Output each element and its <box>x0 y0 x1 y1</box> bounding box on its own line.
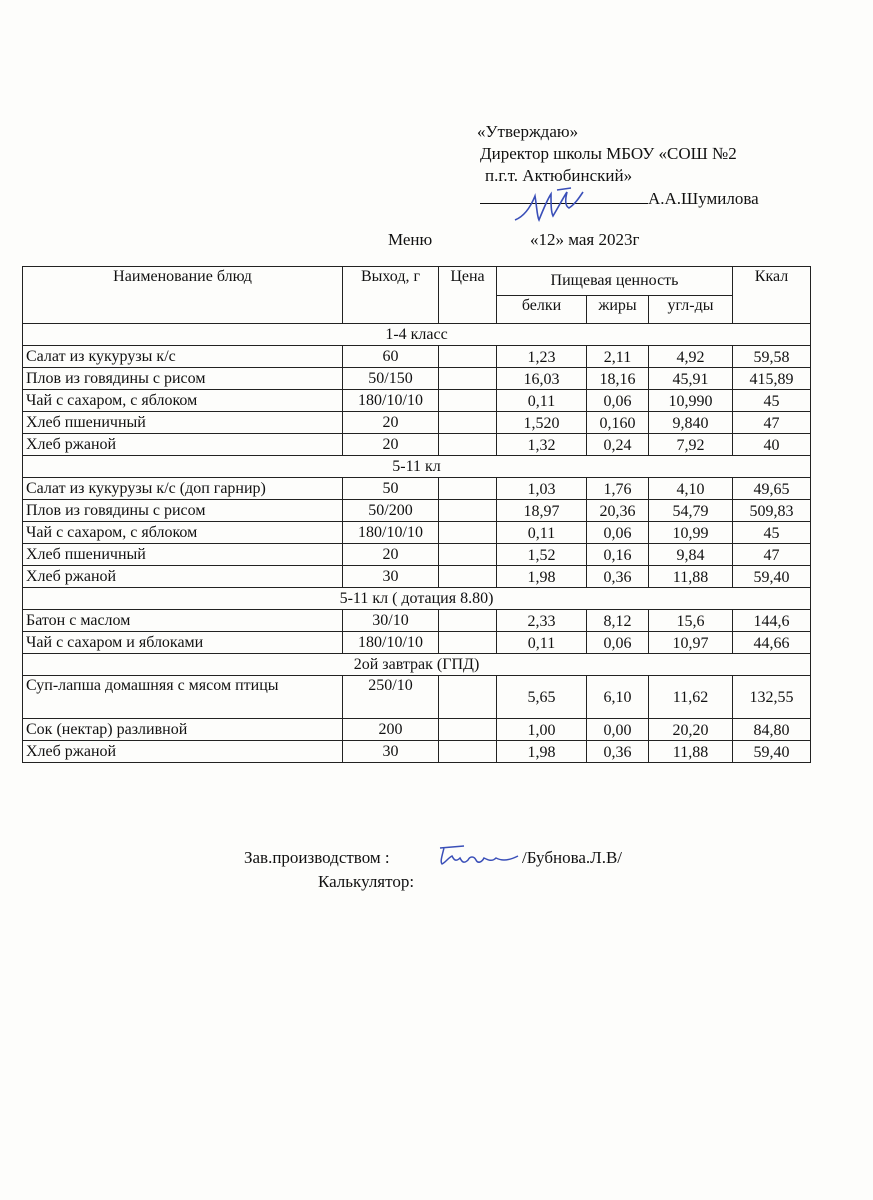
cell-output: 30 <box>343 566 439 588</box>
cell-fat: 1,76 <box>587 478 649 500</box>
cell-kcal: 59,40 <box>733 741 811 763</box>
header-carbs: угл-ды <box>649 295 733 324</box>
cell-carbs: 4,92 <box>649 346 733 368</box>
cell-output: 180/10/10 <box>343 522 439 544</box>
calculator-label: Калькулятор: <box>318 872 415 891</box>
cell-price <box>439 346 497 368</box>
table-row <box>23 522 811 544</box>
cell-protein: 0,11 <box>497 522 587 544</box>
cell-output: 200 <box>343 719 439 741</box>
table-row <box>23 544 811 566</box>
approval-location: п.г.т. Актюбинский» <box>485 166 633 185</box>
cell-protein: 0,11 <box>497 390 587 412</box>
section-row <box>23 654 811 676</box>
cell-output: 20 <box>343 434 439 456</box>
cell-kcal: 45 <box>733 390 811 412</box>
header-name: Наименование блюд <box>23 267 343 324</box>
table-row <box>23 741 811 763</box>
cell-protein: 16,03 <box>497 368 587 390</box>
cell-price <box>439 676 497 719</box>
cell-fat: 2,11 <box>587 346 649 368</box>
director-signature-icon <box>513 186 593 226</box>
cell-name: Чай с сахаром, с яблоком <box>23 390 343 412</box>
cell-fat: 0,06 <box>587 632 649 654</box>
menu-table-body <box>23 324 811 763</box>
section-row <box>23 324 811 346</box>
cell-carbs: 45,91 <box>649 368 733 390</box>
cell-name: Салат из кукурузы к/с (доп гарнир) <box>23 478 343 500</box>
cell-carbs: 10,99 <box>649 522 733 544</box>
cell-carbs: 54,79 <box>649 500 733 522</box>
approval-position: Директор школы МБОУ «СОШ №2 <box>480 144 737 163</box>
cell-fat: 0,06 <box>587 390 649 412</box>
cell-kcal: 49,65 <box>733 478 811 500</box>
header-price: Цена <box>439 267 497 324</box>
cell-protein: 1,98 <box>497 566 587 588</box>
cell-fat: 8,12 <box>587 610 649 632</box>
table-row <box>23 719 811 741</box>
cell-output: 30 <box>343 741 439 763</box>
cell-price <box>439 500 497 522</box>
cell-protein: 1,00 <box>497 719 587 741</box>
cell-name: Плов из говядины с рисом <box>23 368 343 390</box>
cell-protein: 18,97 <box>497 500 587 522</box>
cell-name: Хлеб пшеничный <box>23 544 343 566</box>
table-row <box>23 478 811 500</box>
cell-output: 20 <box>343 544 439 566</box>
cell-fat: 20,36 <box>587 500 649 522</box>
section-title: 5-11 кл ( дотация 8.80) <box>23 588 811 610</box>
cell-carbs: 4,10 <box>649 478 733 500</box>
cell-kcal: 84,80 <box>733 719 811 741</box>
cell-protein: 1,23 <box>497 346 587 368</box>
cell-fat: 18,16 <box>587 368 649 390</box>
header-protein: белки <box>497 295 587 324</box>
section-title: 1-4 класс <box>23 324 811 346</box>
cell-output: 50/200 <box>343 500 439 522</box>
cell-name: Хлеб ржаной <box>23 741 343 763</box>
cell-carbs: 9,840 <box>649 412 733 434</box>
cell-protein: 1,32 <box>497 434 587 456</box>
cell-price <box>439 632 497 654</box>
cell-price <box>439 544 497 566</box>
cell-name: Суп-лапша домашняя с мясом птицы <box>23 676 343 719</box>
table-row <box>23 412 811 434</box>
table-row <box>23 632 811 654</box>
cell-fat: 0,16 <box>587 544 649 566</box>
cell-name: Хлеб пшеничный <box>23 412 343 434</box>
cell-output: 20 <box>343 412 439 434</box>
cell-price <box>439 566 497 588</box>
section-row <box>23 456 811 478</box>
section-title: 5-11 кл <box>23 456 811 478</box>
cell-name: Салат из кукурузы к/с <box>23 346 343 368</box>
cell-fat: 0,00 <box>587 719 649 741</box>
cell-carbs: 9,84 <box>649 544 733 566</box>
cell-output: 50/150 <box>343 368 439 390</box>
table-row <box>23 346 811 368</box>
cell-price <box>439 412 497 434</box>
cell-kcal: 509,83 <box>733 500 811 522</box>
cell-price <box>439 390 497 412</box>
cell-price <box>439 610 497 632</box>
cell-fat: 0,24 <box>587 434 649 456</box>
header-fat: жиры <box>587 295 649 324</box>
table-row <box>23 610 811 632</box>
table-row <box>23 390 811 412</box>
cell-kcal: 144,6 <box>733 610 811 632</box>
approval-director: А.А.Шумилова <box>648 189 759 208</box>
cell-carbs: 10,990 <box>649 390 733 412</box>
cell-carbs: 7,92 <box>649 434 733 456</box>
cell-carbs: 11,88 <box>649 741 733 763</box>
cell-fat: 6,10 <box>587 676 649 719</box>
cell-carbs: 11,88 <box>649 566 733 588</box>
cell-kcal: 40 <box>733 434 811 456</box>
cell-protein: 1,03 <box>497 478 587 500</box>
cell-carbs: 15,6 <box>649 610 733 632</box>
cell-fat: 0,36 <box>587 741 649 763</box>
cell-kcal: 59,40 <box>733 566 811 588</box>
menu-table <box>22 266 811 763</box>
cell-output: 250/10 <box>343 676 439 719</box>
cell-kcal: 45 <box>733 522 811 544</box>
table-row <box>23 368 811 390</box>
cell-protein: 1,52 <box>497 544 587 566</box>
cell-price <box>439 719 497 741</box>
cell-price <box>439 434 497 456</box>
section-title: 2ой завтрак (ГПД) <box>23 654 811 676</box>
cell-output: 180/10/10 <box>343 632 439 654</box>
header-kcal: Ккал <box>733 267 811 324</box>
cell-carbs: 20,20 <box>649 719 733 741</box>
cell-protein: 1,98 <box>497 741 587 763</box>
cell-fat: 0,36 <box>587 566 649 588</box>
menu-date: «12» мая 2023г <box>530 230 640 249</box>
cell-protein: 2,33 <box>497 610 587 632</box>
cell-kcal: 47 <box>733 544 811 566</box>
cell-name: Чай с сахаром, с яблоком <box>23 522 343 544</box>
cell-name: Хлеб ржаной <box>23 566 343 588</box>
cell-carbs: 11,62 <box>649 676 733 719</box>
table-row <box>23 500 811 522</box>
cell-kcal: 59,58 <box>733 346 811 368</box>
cell-name: Хлеб ржаной <box>23 434 343 456</box>
cell-output: 30/10 <box>343 610 439 632</box>
cell-kcal: 44,66 <box>733 632 811 654</box>
menu-title: Меню <box>388 230 433 249</box>
cell-price <box>439 478 497 500</box>
header-nutrition: Пищевая ценность <box>497 267 733 296</box>
cell-name: Плов из говядины с рисом <box>23 500 343 522</box>
cell-protein: 1,520 <box>497 412 587 434</box>
cell-protein: 5,65 <box>497 676 587 719</box>
approval-stamp: «Утверждаю» <box>477 122 579 141</box>
cell-fat: 0,160 <box>587 412 649 434</box>
cell-name: Батон с маслом <box>23 610 343 632</box>
table-row <box>23 434 811 456</box>
cell-price <box>439 741 497 763</box>
production-signature-icon <box>434 838 524 872</box>
cell-output: 50 <box>343 478 439 500</box>
cell-name: Сок (нектар) разливной <box>23 719 343 741</box>
table-row <box>23 566 811 588</box>
cell-kcal: 47 <box>733 412 811 434</box>
cell-fat: 0,06 <box>587 522 649 544</box>
section-row <box>23 588 811 610</box>
production-name: /Бубнова.Л.В/ <box>522 848 623 867</box>
cell-kcal: 415,89 <box>733 368 811 390</box>
cell-kcal: 132,55 <box>733 676 811 719</box>
header-output: Выход, г <box>343 267 439 324</box>
cell-price <box>439 522 497 544</box>
production-label: Зав.производством : <box>244 848 390 867</box>
cell-protein: 0,11 <box>497 632 587 654</box>
cell-price <box>439 368 497 390</box>
cell-name: Чай с сахаром и яблоками <box>23 632 343 654</box>
cell-output: 60 <box>343 346 439 368</box>
cell-carbs: 10,97 <box>649 632 733 654</box>
cell-output: 180/10/10 <box>343 390 439 412</box>
table-row <box>23 676 811 719</box>
